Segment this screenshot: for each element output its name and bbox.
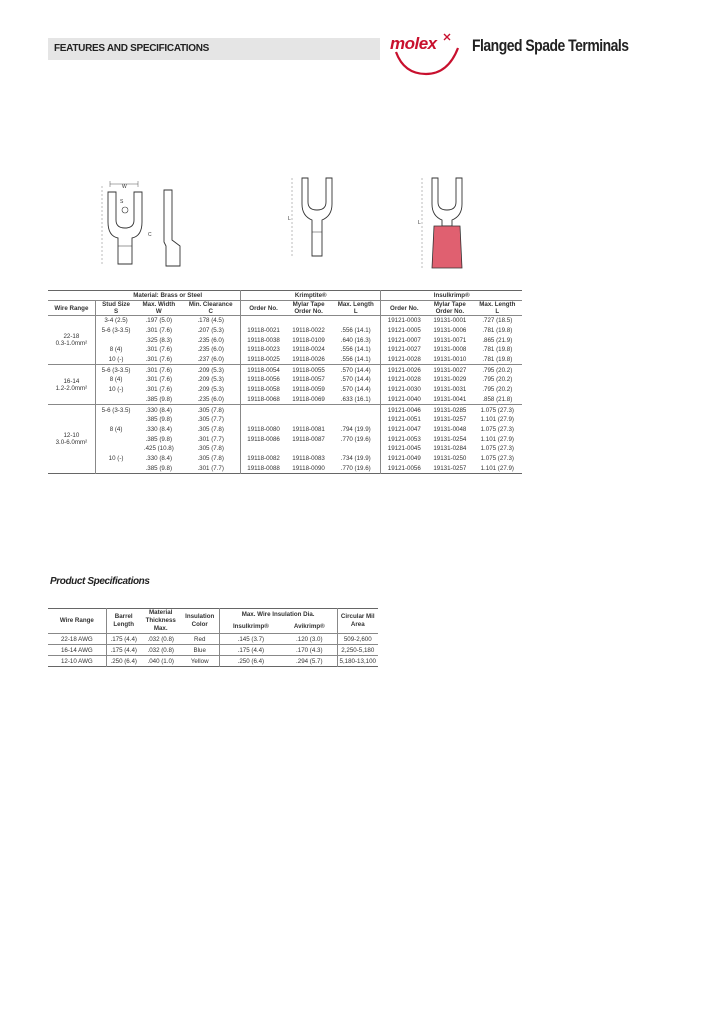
col-min-clearance: Min. Clearance C	[181, 301, 240, 316]
table-cell: .556 (14.1)	[340, 346, 371, 354]
table-cell: .570 (14.4)	[340, 386, 371, 394]
table-cell: .858 (21.8)	[482, 395, 513, 403]
wire-range-cell: 16-14 1.2-2.0mm²	[48, 365, 95, 405]
table-cell: .175 (4.4)	[219, 645, 282, 656]
col-krimptite-length: Max. Length L	[331, 301, 381, 316]
table-cell	[95, 395, 136, 405]
table-row	[48, 405, 522, 415]
table-cell	[95, 463, 136, 473]
table-cell: .032 (0.8)	[141, 645, 181, 656]
table-cell: 19118-0069	[292, 395, 325, 403]
table-cell: .301 (7.6)	[136, 365, 181, 375]
table-cell	[331, 316, 381, 326]
table-cell	[331, 405, 381, 415]
table-cell: .301 (7.7)	[197, 464, 224, 472]
table-cell: .425 (10.8)	[143, 445, 174, 453]
table-cell: 19118-0109	[292, 336, 325, 344]
table-cell	[331, 415, 381, 425]
table-cell: .385 (9.8)	[145, 395, 173, 403]
table-cell: .570 (14.4)	[340, 376, 371, 384]
table-cell: 19131-0001	[427, 316, 473, 326]
table-cell	[286, 405, 331, 415]
table-cell: 19121-0051	[381, 415, 427, 425]
table-cell: 19118-0087	[292, 435, 325, 443]
table-cell: 19131-0284	[433, 445, 467, 453]
table-cell: .770 (19.6)	[340, 464, 371, 472]
table-cell: 19118-0054	[241, 365, 287, 375]
table-cell: .209 (5.3)	[197, 386, 224, 394]
table-cell: 19118-0090	[292, 464, 325, 472]
stud-dim-label: S	[120, 199, 124, 205]
wire-range-cell: 22-18 0.3-1.0mm²	[48, 316, 95, 365]
table-cell: .235 (6.0)	[197, 346, 224, 354]
table-cell: 1.075 (27.3)	[480, 425, 514, 433]
table-cell: 2,250-5,180	[337, 645, 378, 656]
table-cell: .305 (7.8)	[197, 445, 224, 453]
table-cell	[95, 335, 136, 345]
table-cell: .301 (7.6)	[145, 327, 173, 335]
table-cell: 19118-0025	[241, 355, 287, 365]
table-cell: 19118-0059	[292, 386, 325, 394]
table-row	[48, 454, 522, 464]
table-cell: 1.075 (27.3)	[480, 454, 514, 462]
krimptite-group-header: Krimptite®	[241, 291, 381, 301]
brand-wordmark: molex	[390, 34, 437, 53]
table-cell	[286, 444, 331, 454]
table-cell: 10 (-)	[108, 356, 124, 364]
table-cell: 3-4 (2.5)	[95, 316, 136, 326]
table-row	[48, 335, 522, 345]
col-wire-range: Wire Range	[48, 301, 95, 316]
table-cell: .781 (19.8)	[482, 327, 513, 335]
prod-col-barrel-length: Barrel Length	[106, 609, 141, 634]
table-cell: 19131-0027	[427, 365, 473, 375]
table-cell: .145 (3.7)	[219, 634, 282, 645]
table-cell: 8 (4)	[109, 425, 123, 433]
table-row	[48, 355, 522, 365]
table-cell	[241, 444, 287, 454]
table-cell: 19131-0008	[433, 346, 467, 354]
material-group-header: Material: Brass or Steel	[133, 292, 203, 299]
table-cell: 19131-0029	[433, 376, 467, 384]
table-cell: .556 (14.1)	[340, 327, 371, 335]
table-row	[48, 463, 522, 473]
table-cell: 19121-0028	[381, 375, 427, 385]
col-insulkrimp-mylar: Mylar Tape Order No.	[427, 301, 473, 316]
table-cell: 19131-0006	[433, 327, 467, 335]
table-cell: .795 (20.2)	[482, 376, 513, 384]
table-row	[48, 316, 522, 326]
table-cell: .727 (18.5)	[473, 316, 522, 326]
table-cell: 16-14 AWG	[48, 645, 106, 656]
table-cell: 19118-0038	[241, 335, 287, 345]
table-row	[48, 385, 522, 395]
prod-col-avikrimp: Avikrimp®	[293, 623, 325, 630]
product-specs-title: Product Specifications	[50, 576, 150, 587]
table-cell: .633 (16.1)	[340, 395, 371, 403]
insulation-sleeve	[432, 226, 462, 268]
table-cell: 19131-0257	[433, 416, 467, 424]
table-cell: 5-6 (3-3.5)	[95, 405, 136, 415]
table-cell: .385 (9.8)	[145, 435, 173, 443]
table-cell: .795 (20.2)	[482, 386, 513, 394]
table-cell	[95, 434, 136, 444]
clearance-dim-label: C	[148, 232, 152, 238]
table-cell: .235 (6.0)	[197, 336, 224, 344]
table-cell: .795 (20.2)	[473, 365, 522, 375]
table-cell: 19118-0068	[241, 395, 287, 405]
table-cell: 12-10 AWG	[48, 656, 106, 667]
table-row	[48, 375, 522, 385]
table-cell: 19118-0081	[292, 425, 325, 433]
table-cell: .301 (7.7)	[197, 435, 224, 443]
insulkrimp-group-header: Insulkrimp®	[381, 291, 522, 301]
table-cell: 19131-0041	[433, 395, 467, 403]
table-cell: .120 (3.0)	[282, 634, 337, 645]
table-cell: .040 (1.0)	[141, 656, 181, 667]
table-cell: 1.101 (27.9)	[480, 435, 514, 443]
table-cell: .305 (7.8)	[197, 454, 224, 462]
prod-col-insulkrimp: Insulkrimp®	[219, 621, 282, 634]
insulkrimp-terminal-drawing	[416, 172, 476, 272]
table-cell: 19131-0010	[433, 356, 467, 364]
table-cell: .250 (6.4)	[219, 656, 282, 667]
table-cell: 19118-0086	[241, 434, 287, 444]
table-cell: .175 (4.4)	[106, 634, 141, 645]
table-cell: 19118-0083	[292, 454, 325, 462]
prod-col-insulation-color: Insulation Color	[185, 613, 215, 628]
table-cell: Yellow	[181, 656, 220, 667]
table-cell: 19131-0285	[427, 405, 473, 415]
table-cell: 19121-0053	[381, 434, 427, 444]
col-max-width: Max. Width W	[136, 301, 181, 316]
table-cell	[331, 444, 381, 454]
table-cell: .330 (8.4)	[145, 425, 173, 433]
krimptite-length-label: L	[288, 216, 291, 222]
table-cell: .301 (7.6)	[145, 346, 173, 354]
table-cell: .170 (4.3)	[282, 645, 337, 656]
prod-col-max-insulation: Max. Wire Insulation Dia.	[219, 609, 337, 622]
col-stud-size: Stud Size S	[95, 301, 136, 316]
table-cell: 19121-0056	[381, 463, 427, 473]
table-cell: .032 (0.8)	[141, 634, 181, 645]
table-cell: .178 (4.5)	[181, 316, 240, 326]
table-cell: 8 (4)	[109, 376, 123, 384]
table-cell: .301 (7.6)	[145, 356, 173, 364]
table-cell: .209 (5.3)	[181, 365, 240, 375]
molex-logo	[386, 28, 466, 78]
table-cell: 19121-0005	[381, 326, 427, 336]
table-cell	[286, 415, 331, 425]
table-cell: .794 (19.9)	[340, 425, 371, 433]
table-cell: 19121-0026	[381, 365, 427, 375]
table-cell: 19121-0049	[381, 454, 427, 464]
table-cell: .781 (19.8)	[482, 356, 513, 364]
table-row	[48, 365, 522, 375]
table-cell: .385 (9.8)	[145, 464, 173, 472]
table-cell: 19131-0250	[433, 454, 467, 462]
table-row	[48, 634, 378, 645]
table-cell: .209 (5.3)	[197, 376, 224, 384]
krimptite-terminal-drawing	[286, 172, 346, 262]
section-header-band	[48, 38, 380, 60]
table-cell: .770 (19.6)	[340, 435, 371, 443]
table-cell: 19131-0254	[433, 435, 467, 443]
table-cell	[241, 405, 287, 415]
table-cell: .385 (9.8)	[145, 416, 173, 424]
table-cell: .207 (5.3)	[197, 327, 224, 335]
table-cell: 10 (-)	[108, 454, 124, 462]
table-cell: 19118-0026	[292, 356, 325, 364]
prod-col-circular-mil: Circular Mil Area	[337, 609, 378, 634]
table-cell: .734 (19.9)	[340, 454, 371, 462]
table-cell	[95, 444, 136, 454]
table-cell: .556 (14.1)	[340, 356, 371, 364]
table-cell: 19118-0082	[241, 454, 287, 464]
table-cell: 509-2,600	[337, 634, 378, 645]
wire-range-cell: 12-10 3.0-6.0mm²	[48, 405, 95, 474]
table-cell: 19121-0003	[381, 316, 427, 326]
table-cell: 19121-0027	[381, 345, 427, 355]
table-cell: .305 (7.8)	[181, 405, 240, 415]
table-cell: .305 (7.8)	[197, 425, 224, 433]
bare-terminal-drawing	[96, 176, 196, 272]
prod-col-wire-range: Wire Range	[59, 617, 94, 624]
table-cell	[241, 415, 287, 425]
table-cell: 1.101 (27.9)	[480, 416, 514, 424]
col-krimptite-order: Order No.	[241, 301, 287, 316]
table-cell: 19118-0056	[241, 375, 287, 385]
table-cell	[286, 316, 331, 326]
table-cell: .325 (8.3)	[145, 336, 173, 344]
table-cell: .570 (14.4)	[331, 365, 381, 375]
table-cell: 19118-0024	[292, 346, 325, 354]
width-dim-label: W	[122, 184, 127, 190]
table-cell: .301 (7.6)	[145, 386, 173, 394]
table-row	[48, 434, 522, 444]
table-cell: .305 (7.7)	[197, 416, 224, 424]
table-cell	[95, 415, 136, 425]
col-insulkrimp-order: Order No.	[381, 301, 427, 316]
insulkrimp-length-label: L	[418, 220, 421, 226]
table-cell: 19118-0055	[286, 365, 331, 375]
product-spec-table	[48, 608, 378, 667]
table-cell: 1.075 (27.3)	[473, 405, 522, 415]
table-cell: 19118-0080	[241, 425, 287, 435]
table-cell: .640 (16.3)	[340, 336, 371, 344]
table-cell: Blue	[181, 645, 220, 656]
table-cell: .330 (8.4)	[145, 454, 173, 462]
spec-table-body	[48, 316, 522, 474]
table-cell: 10 (-)	[108, 386, 124, 394]
table-cell: 5-6 (3-3.5)	[95, 365, 136, 375]
table-row	[48, 345, 522, 355]
table-cell: 19121-0045	[381, 444, 427, 454]
table-cell: 5,180-13,100	[337, 656, 378, 667]
table-cell: 19131-0031	[433, 386, 467, 394]
table-row	[48, 395, 522, 405]
table-cell: .237 (6.0)	[197, 356, 224, 364]
table-row	[48, 656, 378, 667]
col-insulkrimp-length: Max. Length L	[473, 301, 522, 316]
table-cell: .175 (4.4)	[106, 645, 141, 656]
table-cell: .250 (6.4)	[106, 656, 141, 667]
table-cell: 8 (4)	[109, 346, 123, 354]
table-cell: 19118-0021	[241, 326, 287, 336]
table-cell: 19121-0007	[381, 335, 427, 345]
table-cell: 19121-0040	[381, 395, 427, 405]
table-cell: 19118-0022	[292, 327, 325, 335]
table-cell: 19118-0088	[241, 463, 287, 473]
table-cell: 19131-0257	[433, 464, 467, 472]
table-cell	[241, 316, 287, 326]
table-cell: .235 (6.0)	[197, 395, 224, 403]
table-cell: 19131-0071	[433, 336, 467, 344]
table-cell: 19131-0048	[433, 425, 467, 433]
table-cell: 5-6 (3-3.5)	[101, 327, 131, 335]
table-row	[48, 415, 522, 425]
page-title: Flanged Spade Terminals	[472, 36, 629, 55]
table-cell: Red	[181, 634, 220, 645]
table-cell: 19121-0028	[381, 355, 427, 365]
table-cell: 19121-0046	[381, 405, 427, 415]
prod-col-material-thickness: Material Thickness Max.	[145, 609, 176, 632]
table-cell: .865 (21.9)	[482, 336, 513, 344]
table-cell: 19118-0057	[292, 376, 325, 384]
table-cell: 22-18 AWG	[48, 634, 106, 645]
table-cell: 1.101 (27.9)	[480, 464, 514, 472]
table-cell: .294 (5.7)	[282, 656, 337, 667]
table-cell: .197 (5.0)	[136, 316, 181, 326]
table-row	[48, 444, 522, 454]
terminal-spec-table	[48, 290, 522, 474]
table-cell: 19121-0047	[381, 425, 427, 435]
table-cell: 19121-0030	[381, 385, 427, 395]
section-label: FEATURES AND SPECIFICATIONS	[54, 43, 210, 54]
table-row	[48, 425, 522, 435]
table-cell: 19118-0058	[241, 385, 287, 395]
table-cell: .301 (7.6)	[145, 376, 173, 384]
col-krimptite-mylar: Mylar Tape Order No.	[286, 301, 331, 316]
table-cell: .781 (19.8)	[482, 346, 513, 354]
product-spec-body	[48, 634, 378, 667]
table-cell: 19118-0023	[241, 345, 287, 355]
table-row	[48, 645, 378, 656]
table-row	[48, 326, 522, 336]
table-cell: .330 (8.4)	[136, 405, 181, 415]
table-cell: 1.075 (27.3)	[480, 445, 514, 453]
